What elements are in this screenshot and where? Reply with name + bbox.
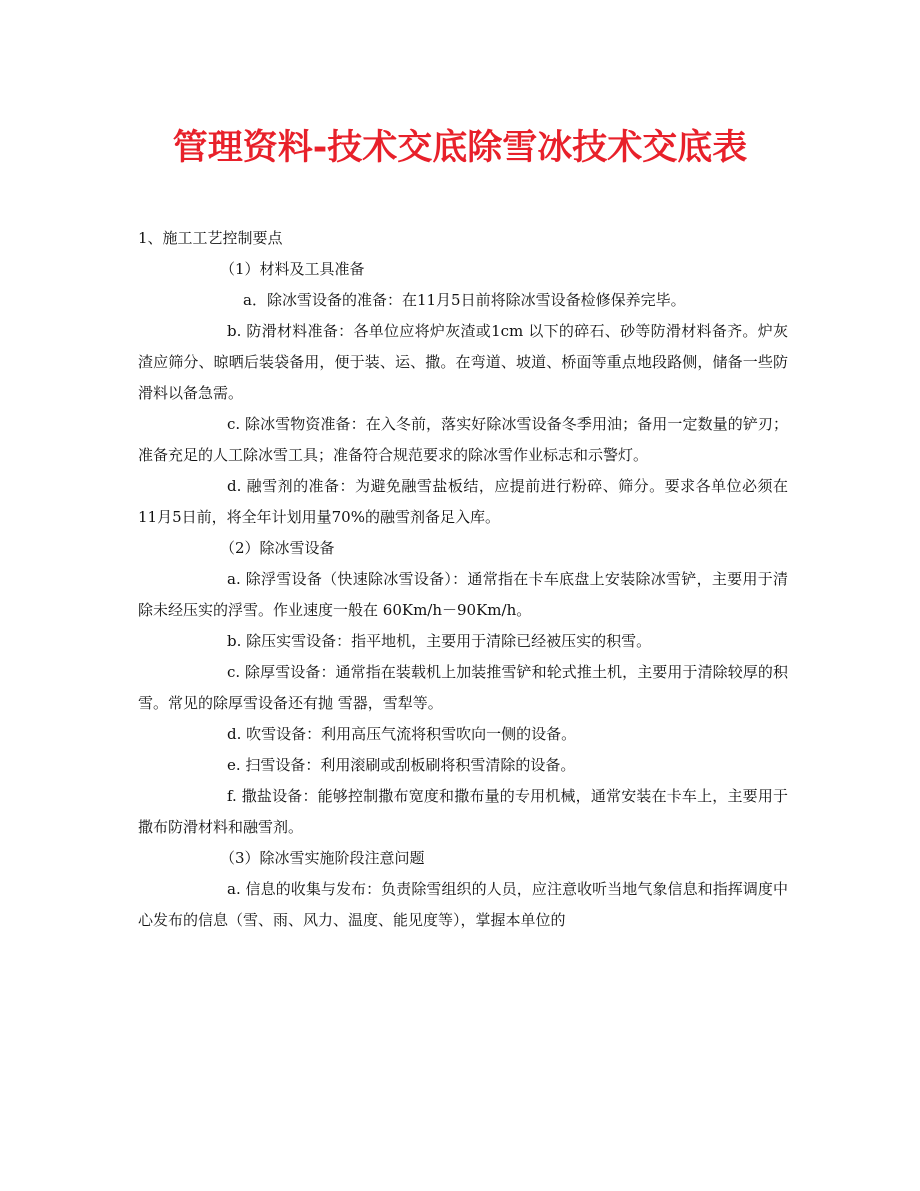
paragraph: b. 防滑材料准备：各单位应将炉灰渣或1cm 以下的碎石、砂等防滑材料备齐。炉灰渣应筛分、晾晒后装袋备用，便于装、运、撒。在弯道、坡道、桥面等重点地段路侧，储备一些防滑料以备急需。 [138,322,788,402]
subsection-heading: （2）除冰雪设备 [220,539,335,557]
section-heading: 1、施工工艺控制要点 [138,229,283,247]
document-body [138,223,788,936]
paragraph: f. 撒盐设备：能够控制撒布宽度和撒布量的专用机械，通常安装在卡车上，主要用于撒布防滑材料和融雪剂。 [138,787,788,836]
subsection-heading: （3）除冰雪实施阶段注意问题 [220,849,425,867]
paragraph: a．除冰雪设备的准备：在11月5日前将除冰雪设备检修保养完毕。 [243,291,686,309]
subsection-heading: （1）材料及工具准备 [220,260,365,278]
paragraph: d. 融雪剂的准备：为避免融雪盐板结，应提前进行粉碎、筛分。要求各单位必须在11月5日前，将全年计划用量70%的融雪剂备足入库。 [138,477,788,526]
paragraph: a. 除浮雪设备（快速除冰雪设备）：通常指在卡车底盘上安装除冰雪铲，主要用于清除未经压实的浮雪。作业速度一般在 60Km/h－90Km/h。 [138,570,788,619]
paragraph: c. 除厚雪设备：通常指在装载机上加装推雪铲和轮式推土机，主要用于清除较厚的积雪。常见的除厚雪设备还有抛 雪器，雪犁等。 [138,663,788,712]
paragraph: d. 吹雪设备：利用高压气流将积雪吹向一侧的设备。 [227,725,577,743]
paragraph: b. 除压实雪设备：指平地机，主要用于清除已经被压实的积雪。 [227,632,652,650]
paragraph: a. 信息的收集与发布：负责除雪组织的人员，应注意收听当地气象信息和指挥调度中心发布的信息（雪、雨、风力、温度、能见度等），掌握本单位的 [138,880,788,929]
paragraph: c. 除冰雪物资准备：在入冬前，落实好除冰雪设备冬季用油；备用一定数量的铲刃；准备充足的人工除冰雪工具；准备符合规范要求的除冰雪作业标志和示警灯。 [138,415,788,464]
paragraph: e. 扫雪设备：利用滚刷或刮板刷将积雪清除的设备。 [227,756,576,774]
document-title: 管理资料-技术交底除雪冰技术交底表 [172,128,748,168]
